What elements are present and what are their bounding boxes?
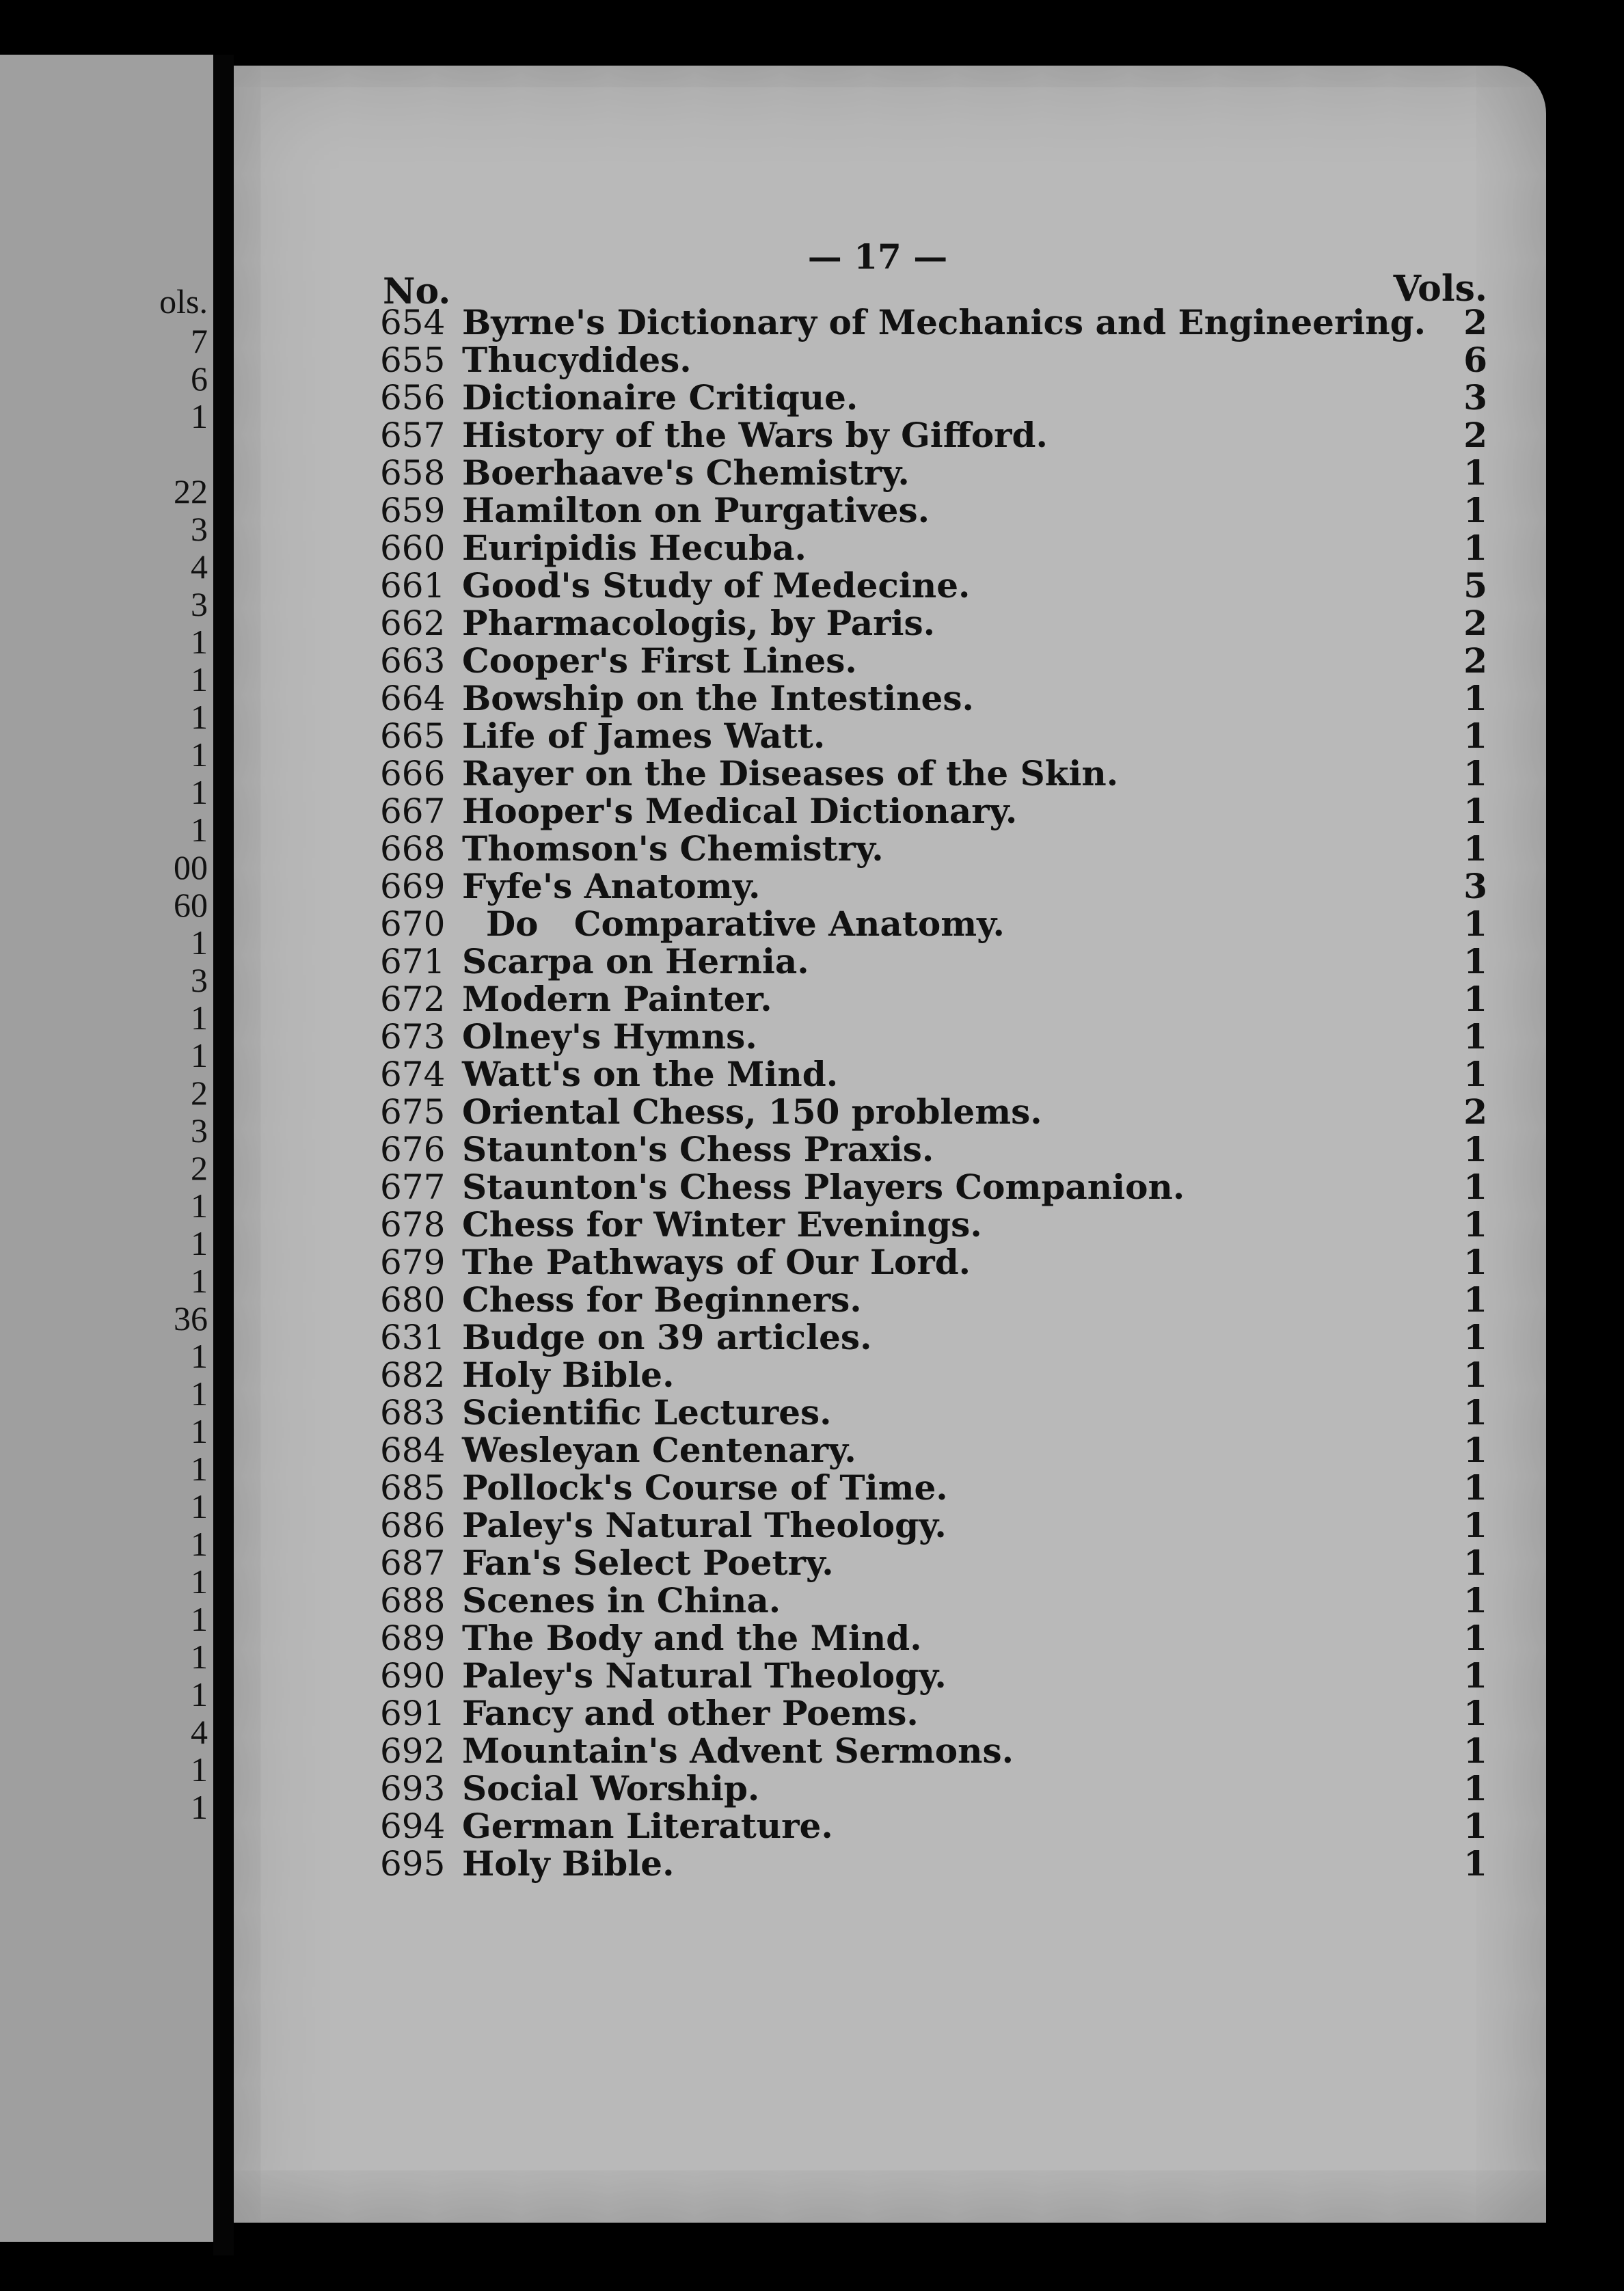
entry-number: 676 <box>380 1130 446 1169</box>
entry-number: 675 <box>380 1092 446 1132</box>
entry-number: 677 <box>380 1167 446 1207</box>
catalog-entry <box>234 1657 1546 1695</box>
entry-number: 688 <box>380 1581 446 1621</box>
left-page-vol-value: 4 <box>191 547 208 586</box>
entry-title: Budge on 39 articles. <box>462 1317 872 1357</box>
entry-number: 667 <box>380 791 446 831</box>
entry-title: Pollock's Course of Time. <box>462 1467 948 1508</box>
entry-number: 670 <box>380 904 446 944</box>
catalog-entry <box>234 830 1546 868</box>
left-page-vol-value: 1 <box>191 660 208 699</box>
entry-vols: 1 <box>1463 1806 1487 1846</box>
left-page-vol-value: 1 <box>191 623 208 661</box>
entry-number: 671 <box>380 942 446 981</box>
catalog-entry <box>234 416 1546 455</box>
left-page-vol-value: 1 <box>191 1675 208 1713</box>
entry-vols: 1 <box>1463 1843 1487 1884</box>
entry-number: 684 <box>380 1431 446 1470</box>
left-page-vol-value: 3 <box>191 961 208 999</box>
catalog-entry <box>234 1845 1546 1883</box>
catalog-entry <box>234 303 1546 342</box>
entry-number: 674 <box>380 1055 446 1094</box>
left-page-vol-value: 1 <box>191 773 208 811</box>
entry-vols: 1 <box>1463 1129 1487 1169</box>
entry-vols: 1 <box>1463 1580 1487 1621</box>
entry-vols: 2 <box>1463 640 1487 681</box>
catalog-entry <box>234 943 1546 981</box>
left-page-header-fragment: ols. <box>159 282 208 321</box>
entry-number: 693 <box>380 1769 446 1808</box>
entry-title: Chess for Beginners. <box>462 1279 862 1320</box>
catalog-entry <box>234 1281 1546 1319</box>
entry-title: Scientific Lectures. <box>462 1392 832 1433</box>
entry-vols: 1 <box>1463 528 1487 568</box>
entry-number: 659 <box>380 491 446 530</box>
entry-title: Oriental Chess, 150 problems. <box>462 1092 1042 1132</box>
catalog-entry <box>234 1018 1546 1056</box>
entry-title: Life of James Watt. <box>462 716 826 756</box>
left-page-vol-value: 3 <box>191 585 208 623</box>
entry-vols: 1 <box>1463 1317 1487 1357</box>
left-page-vol-value: 00 <box>174 848 208 886</box>
entry-vols: 1 <box>1463 452 1487 493</box>
left-page-vol-value: 1 <box>191 397 208 435</box>
entry-vols: 2 <box>1463 415 1487 455</box>
catalog-entry <box>234 1770 1546 1808</box>
entry-number: 689 <box>380 1618 446 1658</box>
entry-title: Thomson's Chemistry. <box>462 828 884 869</box>
entry-title: Fan's Select Poetry. <box>462 1543 834 1583</box>
entry-title: Bowship on the Intestines. <box>462 678 974 718</box>
entry-number: 669 <box>380 867 446 906</box>
page-gutter <box>213 55 234 2255</box>
entry-title: Good's Study of Medecine. <box>462 565 971 606</box>
entry-number: 682 <box>380 1355 446 1395</box>
entry-vols: 6 <box>1463 340 1487 380</box>
entry-title: Wesleyan Centenary. <box>462 1430 856 1470</box>
catalog-entry <box>234 717 1546 755</box>
left-page-vol-value: 22 <box>174 472 208 511</box>
entry-number: 679 <box>380 1243 446 1282</box>
entry-vols: 1 <box>1463 1693 1487 1733</box>
entry-vols: 1 <box>1463 490 1487 530</box>
left-page-vol-value: 1 <box>191 1337 208 1375</box>
catalog-entry <box>234 1206 1546 1244</box>
left-page-vol-value: 1 <box>191 698 208 736</box>
entry-number: 631 <box>380 1318 446 1357</box>
entry-vols: 1 <box>1463 716 1487 756</box>
left-page-vol-value: 2 <box>191 1149 208 1187</box>
entry-title: Dictionaire Critique. <box>462 377 858 418</box>
entry-title: Rayer on the Diseases of the Skin. <box>462 753 1119 794</box>
entry-number: 687 <box>380 1543 446 1583</box>
catalog-entry <box>234 1619 1546 1657</box>
catalog-entry <box>234 1168 1546 1206</box>
catalog-entry <box>234 1130 1546 1169</box>
entry-vols: 1 <box>1463 1768 1487 1808</box>
entry-title: History of the Wars by Gifford. <box>462 415 1048 455</box>
entry-number: 678 <box>380 1205 446 1245</box>
entry-number: 691 <box>380 1694 446 1733</box>
entry-number: 683 <box>380 1393 446 1433</box>
left-page-vol-value: 1 <box>191 811 208 849</box>
left-page-edge <box>0 55 213 2242</box>
catalog-entry <box>234 679 1546 718</box>
entry-number: 692 <box>380 1731 446 1771</box>
catalog-entry <box>234 379 1546 417</box>
left-page-vol-value: 7 <box>191 322 208 360</box>
entry-title: Thucydides. <box>462 340 692 380</box>
entry-title: Hooper's Medical Dictionary. <box>462 791 1018 831</box>
left-page-vol-value: 1 <box>191 1487 208 1526</box>
entry-title: Paley's Natural Theology. <box>462 1505 947 1545</box>
entry-title: Staunton's Chess Players Companion. <box>462 1167 1185 1207</box>
left-page-vol-value: 1 <box>191 1036 208 1074</box>
entry-title: Olney's Hymns. <box>462 1016 757 1057</box>
entry-title: Watt's on the Mind. <box>462 1054 839 1094</box>
entry-number: 685 <box>380 1468 446 1508</box>
entry-title: Paley's Natural Theology. <box>462 1655 947 1696</box>
entry-number: 672 <box>380 979 446 1019</box>
entry-vols: 1 <box>1463 1392 1487 1433</box>
entry-number: 665 <box>380 716 446 756</box>
entry-vols: 1 <box>1463 1543 1487 1583</box>
entry-title: Scarpa on Hernia. <box>462 941 809 981</box>
catalog-entry <box>234 454 1546 492</box>
catalog-entry <box>234 1582 1546 1620</box>
catalog-entry <box>234 867 1546 906</box>
catalog-entry <box>234 1732 1546 1770</box>
entry-vols: 1 <box>1463 1279 1487 1320</box>
left-page-vol-value: 1 <box>191 1412 208 1450</box>
left-page-vol-value: 1 <box>191 1187 208 1225</box>
entry-number: 658 <box>380 453 446 493</box>
left-page-vol-value: 1 <box>191 1600 208 1638</box>
entry-title: Holy Bible. <box>462 1843 675 1884</box>
left-page-vol-value: 1 <box>191 1750 208 1789</box>
entry-number: 664 <box>380 679 446 718</box>
left-page-vol-value: 1 <box>191 1638 208 1676</box>
entry-vols: 1 <box>1463 1054 1487 1094</box>
catalog-entry <box>234 905 1546 943</box>
entry-title: German Literature. <box>462 1806 833 1846</box>
catalog-entry <box>234 341 1546 379</box>
entry-title: Holy Bible. <box>462 1355 675 1395</box>
entry-title: Staunton's Chess Praxis. <box>462 1129 934 1169</box>
entry-vols: 3 <box>1463 377 1487 418</box>
entry-vols: 1 <box>1463 1505 1487 1545</box>
left-page-vol-value: 1 <box>191 923 208 962</box>
entry-vols: 1 <box>1463 1618 1487 1658</box>
entry-vols: 1 <box>1463 1731 1487 1771</box>
entry-vols: 1 <box>1463 753 1487 794</box>
left-page-vol-value: 2 <box>191 1074 208 1112</box>
catalog-entry <box>234 755 1546 793</box>
entry-number: 694 <box>380 1806 446 1846</box>
entry-vols: 1 <box>1463 791 1487 831</box>
catalog-entry <box>234 1318 1546 1357</box>
entry-vols: 1 <box>1463 1655 1487 1696</box>
entry-number: 655 <box>380 340 446 380</box>
entry-number: 680 <box>380 1280 446 1320</box>
catalog-entry <box>234 1544 1546 1582</box>
entry-title: Do Comparative Anatomy. <box>462 904 1005 944</box>
entry-title: Modern Painter. <box>462 979 772 1019</box>
entry-title: Fancy and other Poems. <box>462 1693 919 1733</box>
entry-title: Fyfe's Anatomy. <box>462 866 761 906</box>
entry-number: 662 <box>380 604 446 643</box>
entry-title: Hamilton on Purgatives. <box>462 490 930 530</box>
entry-number: 663 <box>380 641 446 681</box>
left-page-vol-value: 60 <box>174 886 208 924</box>
left-page-vol-value: 1 <box>191 1525 208 1563</box>
entry-vols: 1 <box>1463 1204 1487 1245</box>
catalog-entry <box>234 567 1546 605</box>
entry-title: Cooper's First Lines. <box>462 640 857 681</box>
catalog-entry <box>234 1431 1546 1469</box>
entry-vols: 1 <box>1463 979 1487 1019</box>
entry-vols: 1 <box>1463 941 1487 981</box>
catalog-entry <box>234 1243 1546 1282</box>
entry-title: Boerhaave's Chemistry. <box>462 452 910 493</box>
left-page-vol-value: 6 <box>191 360 208 398</box>
entry-vols: 1 <box>1463 1355 1487 1395</box>
entry-vols: 5 <box>1463 565 1487 606</box>
entry-title: Byrne's Dictionary of Mechanics and Engineering. <box>462 302 1426 342</box>
entry-title: Scenes in China. <box>462 1580 781 1621</box>
catalog-entry <box>234 1055 1546 1094</box>
left-page-vol-value: 4 <box>191 1713 208 1751</box>
entry-number: 690 <box>380 1656 446 1696</box>
left-page-vol-value: 36 <box>174 1299 208 1338</box>
entry-vols: 1 <box>1463 1167 1487 1207</box>
left-page-vol-value: 1 <box>191 1450 208 1488</box>
catalog-entry <box>234 1356 1546 1394</box>
left-page-vol-value: 1 <box>191 1562 208 1601</box>
column-header-no: No. <box>383 271 451 312</box>
entry-number: 661 <box>380 566 446 606</box>
catalog-page <box>234 66 1546 2223</box>
entry-title: Mountain's Advent Sermons. <box>462 1731 1014 1771</box>
entry-vols: 3 <box>1463 866 1487 906</box>
entry-vols: 1 <box>1463 678 1487 718</box>
left-page-vol-value: 1 <box>191 735 208 774</box>
entry-title: The Pathways of Our Lord. <box>462 1242 971 1282</box>
entry-title: Euripidis Hecuba. <box>462 528 807 568</box>
catalog-entry <box>234 1807 1546 1845</box>
entry-number: 695 <box>380 1844 446 1884</box>
page-number: — 17 — <box>807 236 948 277</box>
catalog-entry <box>234 1394 1546 1432</box>
entry-vols: 1 <box>1463 1430 1487 1470</box>
catalog-entry <box>234 1093 1546 1131</box>
left-page-vol-value: 1 <box>191 1374 208 1413</box>
left-page-vol-value: 1 <box>191 999 208 1037</box>
catalog-entry <box>234 642 1546 680</box>
entry-vols: 1 <box>1463 904 1487 944</box>
entry-vols: 1 <box>1463 828 1487 869</box>
left-page-vol-value: 3 <box>191 510 208 548</box>
entry-title: Social Worship. <box>462 1768 760 1808</box>
entry-title: Pharmacologis, by Paris. <box>462 603 936 643</box>
catalog-entry <box>234 1694 1546 1733</box>
column-header-vols: Vols. <box>1393 268 1487 310</box>
entry-number: 686 <box>380 1506 446 1545</box>
entry-vols: 1 <box>1463 1242 1487 1282</box>
catalog-entry <box>234 1469 1546 1507</box>
entry-vols: 1 <box>1463 1016 1487 1057</box>
catalog-entry <box>234 491 1546 530</box>
entry-vols: 2 <box>1463 302 1487 342</box>
catalog-entry <box>234 1506 1546 1545</box>
entry-vols: 2 <box>1463 1092 1487 1132</box>
entry-title: Chess for Winter Evenings. <box>462 1204 982 1245</box>
entry-vols: 2 <box>1463 603 1487 643</box>
entry-number: 657 <box>380 416 446 455</box>
left-page-vol-value: 1 <box>191 1262 208 1300</box>
left-page-vol-value: 3 <box>191 1111 208 1150</box>
catalog-entry <box>234 792 1546 830</box>
catalog-entry <box>234 604 1546 642</box>
entry-number: 660 <box>380 528 446 568</box>
entry-number: 654 <box>380 303 446 342</box>
left-page-vol-value: 1 <box>191 1224 208 1262</box>
entry-number: 656 <box>380 378 446 418</box>
entry-number: 666 <box>380 754 446 794</box>
catalog-entry <box>234 529 1546 567</box>
entry-title: The Body and the Mind. <box>462 1618 922 1658</box>
left-page-vol-value: 1 <box>191 1788 208 1826</box>
entry-number: 673 <box>380 1017 446 1057</box>
catalog-entry <box>234 980 1546 1018</box>
entry-number: 668 <box>380 829 446 869</box>
entry-vols: 1 <box>1463 1467 1487 1508</box>
